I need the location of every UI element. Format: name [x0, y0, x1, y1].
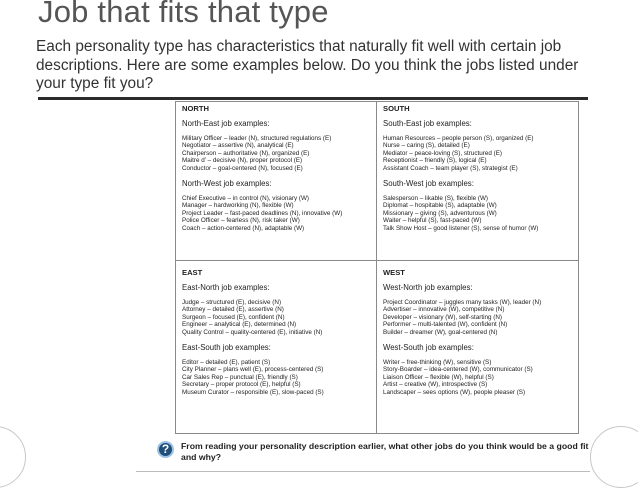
job-list: [383, 195, 578, 232]
job-list: [182, 359, 376, 396]
job-examples-table: [175, 101, 579, 434]
reflection-question: From reading your personality description earlier, what other jobs do you think would be a good fit and why?: [181, 441, 589, 462]
list-item: Negotiator – assertive (N), analytical (E): [182, 142, 294, 150]
list-item: Story-Boarder – idea-centered (W), communicator (S): [383, 366, 533, 374]
list-item: Assistant Coach – team player (S), strategist (E): [383, 164, 518, 172]
list-item: Chief Executive – in control (N), visionary (W): [182, 195, 310, 203]
list-item: Chairperson – authoritative (N), organized (E): [182, 149, 310, 157]
quadrant-subheading: South-East job examples:: [383, 119, 472, 128]
slide-title: Job that fits that type: [38, 0, 329, 29]
list-item: Artist – creative (W), introspective (S): [383, 381, 488, 389]
list-item: Advertiser – innovative (W), competitive (N): [383, 306, 505, 314]
quadrant-subheading: South-West job examples:: [383, 179, 474, 189]
list-item: Diplomat – hospitable (S), adaptable (W): [383, 202, 497, 210]
list-item: Attorney – detailed (E), assertive (N): [182, 306, 284, 314]
list-item: Maitre d’ – decisive (N), proper protocol (E): [182, 157, 303, 165]
quadrant-south: [377, 102, 578, 261]
job-list: [383, 359, 578, 396]
footer-line: [136, 471, 590, 472]
decorative-curve-right: [590, 426, 638, 488]
job-list: [182, 135, 376, 172]
list-item: Performer – multi-talented (W), confident (N): [383, 321, 508, 329]
list-item: Judge – structured (E), decisive (N): [182, 299, 282, 306]
quadrant-subheading: East-South job examples:: [182, 343, 271, 353]
list-item: Editor – detailed (E), patient (S): [182, 359, 271, 367]
list-item: Conductor – goal-centered (N), focused (E): [182, 164, 303, 172]
quadrant-heading: NORTH: [182, 104, 209, 113]
list-item: Car Sales Rep – punctual (E), friendly (S): [182, 373, 298, 381]
quadrant-west: [377, 261, 578, 433]
job-list: [383, 135, 578, 172]
list-item: City Planner – plans well (E), process-centered (S): [182, 366, 324, 374]
quadrant-subheading: West-South job examples:: [383, 343, 474, 353]
quadrant-east: [176, 261, 377, 433]
list-item: Coach – action-centered (N), adaptable (W): [182, 224, 305, 232]
slide-body-text: Each personality type has characteristics that naturally fit well with certain job descriptions. Here are some examples below. Do you think the jobs listed under your type fit you?: [36, 38, 579, 92]
list-item: Project Coordinator – juggles many tasks (W), leader (N): [383, 299, 542, 306]
list-item: Project Leader – fast-paced deadlines (N), innovative (W): [182, 209, 343, 217]
job-list: [182, 195, 376, 232]
list-item: Liaison Officer – flexible (W), helpful (S): [383, 373, 494, 381]
list-item: Quality Control – quality-centered (E), initiative (N): [182, 328, 323, 336]
question-icon: ?: [157, 441, 174, 458]
quadrant-subheading: North-West job examples:: [182, 179, 272, 189]
quadrant-heading: WEST: [383, 268, 405, 277]
list-item: Developer – visionary (W), self-starting (N): [383, 313, 502, 321]
quadrant-subheading: North-East job examples:: [182, 119, 270, 128]
quadrant-heading: EAST: [182, 268, 203, 277]
list-item: Waiter – helpful (S), fast-paced (W): [383, 217, 482, 225]
quadrant-heading: SOUTH: [383, 104, 410, 113]
list-item: Surgeon – focused (E), confident (N): [182, 313, 285, 321]
list-item: Manager – hardworking (N), flexible (W): [182, 202, 294, 210]
list-item: Human Resources – people person (S), organized (E): [383, 135, 534, 142]
list-item: Engineer – analytical (E), determined (N): [182, 321, 297, 329]
list-item: Military Officer – leader (N), structured regulations (E): [182, 135, 332, 142]
list-item: Missionary – giving (S), adventurous (W): [383, 209, 497, 217]
title-divider: [38, 97, 588, 100]
decorative-curve-left: [0, 426, 26, 488]
list-item: Police Officer – fearless (N), risk taker (W): [182, 217, 300, 225]
quadrant-north: [176, 102, 377, 261]
list-item: Salesperson – likable (S), flexible (W): [383, 195, 488, 203]
quadrant-subheading: East-North job examples:: [182, 283, 270, 292]
list-item: Landscaper – sees options (W), people pleaser (S): [383, 388, 526, 396]
list-item: Mediator – peace-loving (S), structured (E): [383, 149, 502, 157]
job-list: [182, 299, 376, 336]
list-item: Talk Show Host – good listener (S), sense of humor (W): [383, 224, 539, 232]
list-item: Nurse – caring (S), detailed (E): [383, 142, 470, 150]
quadrant-subheading: West-North job examples:: [383, 283, 473, 292]
list-item: Museum Curator – responsible (E), slow-paced (S): [182, 388, 324, 396]
list-item: Receptionist – friendly (S), logical (E): [383, 157, 487, 165]
list-item: Builder – dreamer (W), goal-centered (N): [383, 328, 498, 336]
list-item: Secretary – proper protocol (E), helpful (S): [182, 381, 301, 389]
list-item: Writer – free-thinking (W), sensitive (S): [383, 359, 492, 367]
job-list: [383, 299, 578, 336]
